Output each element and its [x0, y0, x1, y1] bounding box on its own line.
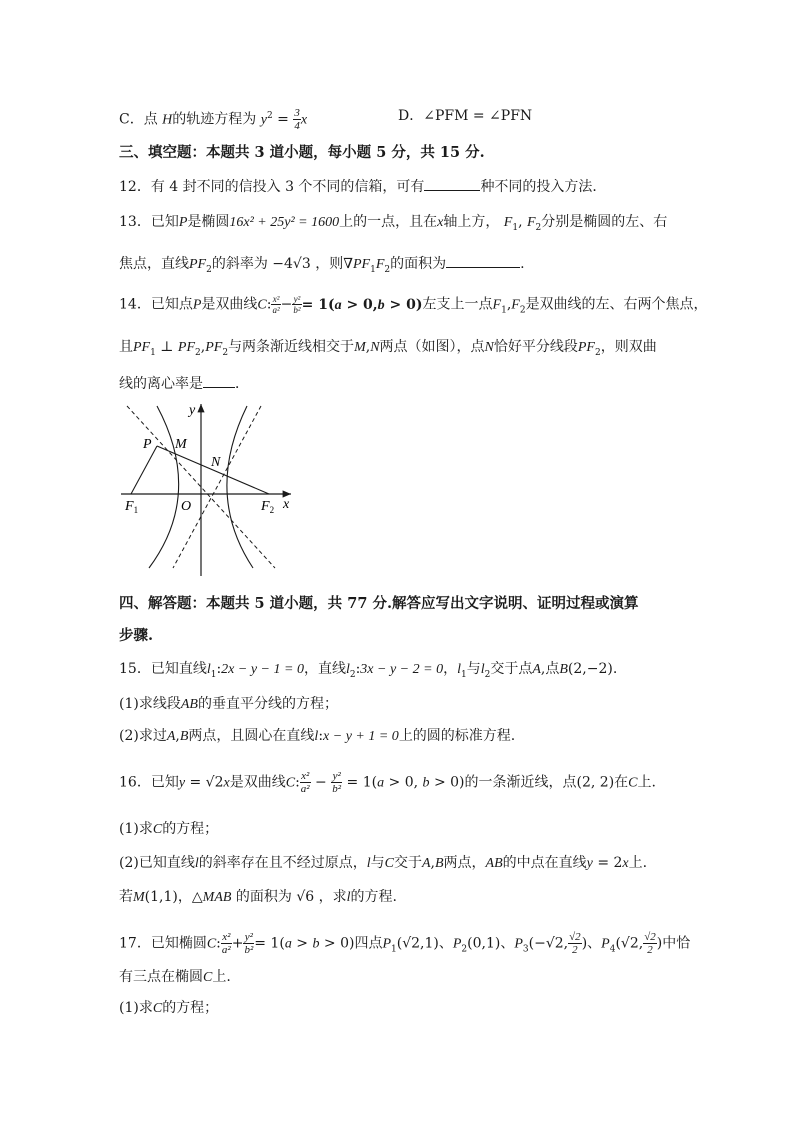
label-f2: $F_2$: [261, 499, 275, 515]
question-17-line2: 有三点在椭圆C上.: [119, 969, 231, 985]
section4-title-1: 四、解答题：本题共 5 道小题，共 77 分.解答应写出文字说明、证明过程或演算: [119, 595, 639, 612]
question-14-line1: 14．已知点P是双曲线C: $\frac{\text{x²}}{\text{a²}}$ − $\frac{\text{y²}}{\text{b²}}$ = 1(a > 0,b > 0)左支上一点$F_1,F_2$是双曲线的左、右两个焦点，: [119, 294, 708, 316]
question-13-line1: 13．已知P是椭圆16x² + 25y² = 1600上的一点，且在x轴上方， $F_1$, $F_2$分别是椭圆的左、右: [119, 214, 668, 233]
label-o: O: [181, 499, 192, 514]
label-m: M: [175, 437, 187, 452]
segment-pf2: [157, 446, 269, 494]
question-16-part2-cont: 若M(1,1)，△MAB 的面积为 √6 ，求l的方程.: [119, 889, 397, 905]
label-y: y: [189, 403, 196, 418]
label-x: x: [283, 497, 290, 512]
question-15-part1: (1)求线段AB的垂直平分线的方程；: [119, 696, 338, 712]
answer-blank[interactable]: [203, 373, 235, 388]
question-14-line3: 线的离心率是 ．: [119, 373, 249, 394]
question-12: 12．有 4 封不同的信投入 3 个不同的信箱，可有 种不同的投入方法．: [119, 176, 606, 197]
question-14-line2: 且$PF_1$ ⊥ $PF_2,PF_2$与两条渐近线相交于M,N两点（如图），点N恰好平分线段$PF_2$，则双曲: [119, 339, 657, 358]
question-16-part1: (1)求C的方程；: [119, 821, 219, 837]
question-17: 17．已知椭圆C: $\frac{\text{x²}}{\text{a²}}$ + $\frac{\text{y²}}{\text{b²}}$ = 1(a > b > 0)四点$P_1(√2,1)$、$P_2(0,1)$、$P_3(-√2$, $\frac{√2}{2}$ )、$P_4(√2$, $\frac{√2}{2}$ )中恰: [119, 931, 691, 956]
question-17-part1: (1)求C的方程；: [119, 1000, 219, 1016]
option-d: D．∠PFM = ∠PFN: [398, 108, 533, 124]
section4-title-2: 步骤.: [119, 627, 154, 644]
question-16-part2: (2)已知直线l的斜率存在且不经过原点，l与C交于A,B两点，AB的中点在直线y = 2x上.: [119, 855, 648, 871]
answer-blank[interactable]: [446, 253, 520, 268]
question-15: 15．已知直线$l_1:2x - y - 1 = 0$，直线$l_2:3x - y - 2 = 0$，$l_1$与$l_2$交于点A,点B(2,−2).: [119, 661, 618, 680]
question-15-part2: (2)求过A,B两点，且圆心在直线l:x − y + 1 = 0上的圆的标准方程.: [119, 728, 516, 744]
right-branch: [227, 406, 253, 568]
label-p: P: [143, 437, 152, 452]
question-16: 16．已知y = √2x是双曲线C: $\frac{\text{x²}}{\text{a²}}$ − $\frac{\text{y²}}{\text{b²}}$ = 1(a > 0, b > 0)的一条渐近线，点(2, 2)在C上.: [119, 770, 656, 795]
label-f1: $F_1$: [125, 499, 139, 515]
section3-title: 三、填空题：本题共 3 道小题，每小题 5 分，共 15 分.: [119, 144, 485, 161]
option-c: C．点 H的轨迹方程为 $y^2$ = $\frac{3}{4}$ x: [119, 107, 308, 133]
label-n: N: [211, 455, 221, 470]
question-13-line2: 焦点，直线$PF_2$的斜率为 −4√3 ，则$\nabla PF_1F_2$的面积为 .: [119, 253, 525, 280]
asymptote-2: [173, 406, 261, 568]
hyperbola-figure: [119, 398, 299, 578]
segment-pf1: [131, 446, 157, 494]
left-branch: [149, 406, 179, 568]
answer-blank[interactable]: [424, 176, 480, 191]
